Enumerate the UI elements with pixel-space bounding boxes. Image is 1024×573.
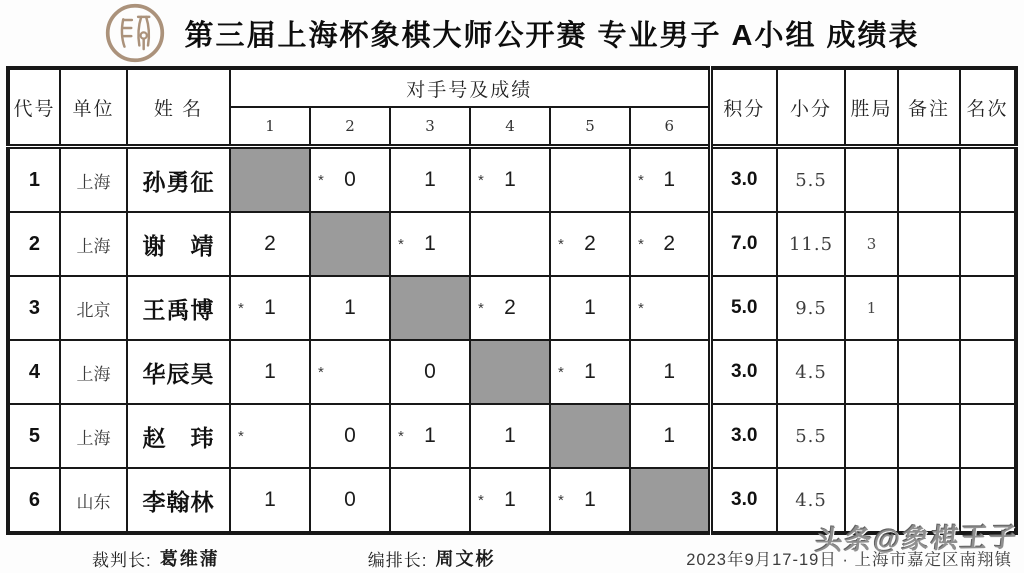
- game-result-cell: [550, 276, 630, 340]
- player-unit: 上海: [60, 340, 127, 404]
- game-result-cell: [470, 276, 550, 340]
- opponent-number-5: 5: [550, 107, 630, 147]
- referee-label: 裁判长:: [92, 550, 152, 570]
- player-points: 7.0: [710, 212, 777, 276]
- game-score: 0: [344, 488, 356, 511]
- opponent-number-1: 1: [230, 107, 310, 147]
- game-score: 1: [264, 296, 276, 319]
- player-remark: [898, 212, 960, 276]
- first-move-star: *: [397, 428, 404, 446]
- first-move-star: *: [317, 364, 324, 382]
- game-result-cell: [230, 147, 310, 213]
- game-result-cell: [310, 468, 390, 533]
- player-code: 2: [8, 212, 60, 276]
- column-header-unit: 单位: [60, 68, 127, 147]
- column-header-code: 代号: [8, 68, 60, 147]
- first-move-star: *: [237, 300, 244, 318]
- game-result-cell: [630, 468, 710, 533]
- game-result-cell: [550, 212, 630, 276]
- player-remark: [898, 276, 960, 340]
- column-header-wins: 胜局: [845, 68, 898, 147]
- player-code: 5: [8, 404, 60, 468]
- player-unit: 上海: [60, 212, 127, 276]
- game-result-cell: [310, 340, 390, 404]
- game-result-cell: [550, 340, 630, 404]
- game-result-cell: [310, 147, 390, 213]
- player-name: 谢 靖: [127, 212, 230, 276]
- game-score: 1: [424, 232, 436, 255]
- game-score: 1: [264, 488, 276, 511]
- game-score: 2: [584, 232, 596, 255]
- game-result-cell: [230, 276, 310, 340]
- player-rank: [960, 404, 1016, 468]
- player-points: 3.0: [710, 147, 777, 213]
- game-score: 2: [264, 232, 276, 255]
- opponent-number-3: 3: [390, 107, 470, 147]
- player-wins: 3: [845, 212, 898, 276]
- game-score: 1: [663, 168, 676, 191]
- player-wins: 1: [845, 276, 898, 340]
- player-name: 李翰林: [127, 468, 230, 533]
- game-result-cell: [310, 404, 390, 468]
- game-result-cell: [230, 468, 310, 533]
- referee-name: 葛维蒲: [159, 549, 220, 569]
- player-code: 4: [8, 340, 60, 404]
- game-score: 1: [424, 424, 436, 447]
- first-move-star: *: [637, 300, 644, 318]
- player-rank: [960, 340, 1016, 404]
- player-code: 6: [8, 468, 60, 533]
- player-tiebreak: 11.5: [777, 212, 845, 276]
- player-unit: 上海: [60, 404, 127, 468]
- table-row: [8, 340, 1016, 404]
- game-result-cell: [630, 340, 710, 404]
- first-move-star: *: [477, 492, 484, 510]
- player-name: 赵 玮: [127, 404, 230, 468]
- game-result-cell: [470, 212, 550, 276]
- date-location: 2023年9月17-19日 · 上海市嘉定区南翔镇: [686, 551, 1012, 569]
- game-result-cell: [470, 404, 550, 468]
- player-wins: [845, 404, 898, 468]
- opponent-number-2: 2: [310, 107, 390, 147]
- first-move-star: *: [557, 236, 564, 254]
- game-result-cell: [470, 340, 550, 404]
- first-move-star: *: [637, 236, 644, 254]
- game-score: 1: [504, 424, 516, 447]
- game-result-cell: [390, 276, 470, 340]
- player-unit: 上海: [60, 147, 127, 213]
- player-wins: [845, 340, 898, 404]
- game-score: 1: [584, 360, 596, 383]
- opponent-number-4: 4: [470, 107, 550, 147]
- first-move-star: *: [637, 172, 644, 190]
- first-move-star: *: [237, 428, 244, 446]
- tournament-seal-logo-icon: [104, 2, 166, 64]
- column-header-tiebreak: 小分: [777, 68, 845, 147]
- game-result-cell: [550, 468, 630, 533]
- game-result-cell: [470, 147, 550, 213]
- title-bar: [0, 0, 1024, 66]
- first-move-star: *: [477, 300, 484, 318]
- table-row: [8, 404, 1016, 468]
- player-name: 孙勇征: [127, 147, 230, 213]
- game-result-cell: [310, 276, 390, 340]
- game-result-cell: [470, 468, 550, 533]
- game-score: 1: [584, 296, 596, 319]
- game-result-cell: [390, 340, 470, 404]
- first-move-star: *: [557, 364, 564, 382]
- first-move-star: *: [317, 172, 324, 190]
- game-result-cell: [310, 212, 390, 276]
- player-name: 华辰昊: [127, 340, 230, 404]
- game-result-cell: [550, 404, 630, 468]
- player-points: 3.0: [710, 404, 777, 468]
- game-result-cell: [230, 212, 310, 276]
- game-score: 0: [344, 424, 356, 447]
- player-unit: 北京: [60, 276, 127, 340]
- game-result-cell: [630, 276, 710, 340]
- game-score: 1: [584, 488, 596, 511]
- opponent-number-6: 6: [630, 107, 710, 147]
- arranger-name: 周文彬: [435, 549, 496, 569]
- game-result-cell: [550, 147, 630, 213]
- game-score: 1: [424, 168, 436, 191]
- player-points: 5.0: [710, 276, 777, 340]
- column-header-remark: 备注: [898, 68, 960, 147]
- player-tiebreak: 5.5: [777, 147, 845, 213]
- player-tiebreak: 4.5: [777, 340, 845, 404]
- player-rank: [960, 147, 1016, 213]
- game-score: 2: [663, 232, 676, 255]
- game-result-cell: [630, 404, 710, 468]
- table-body: [8, 147, 1016, 534]
- column-header-rank: 名次: [960, 68, 1016, 147]
- player-wins: [845, 147, 898, 213]
- player-code: 3: [8, 276, 60, 340]
- column-header-opponents: 对手号及成绩: [230, 68, 710, 107]
- player-remark: [898, 147, 960, 213]
- game-score: 0: [344, 168, 356, 191]
- arranger-label: 编排长:: [367, 550, 428, 570]
- game-result-cell: [390, 468, 470, 533]
- player-tiebreak: 4.5: [777, 468, 845, 533]
- first-move-star: *: [397, 236, 404, 254]
- player-remark: [898, 340, 960, 404]
- player-code: 1: [8, 147, 60, 213]
- game-score: 1: [264, 360, 276, 383]
- table-row: [8, 212, 1016, 276]
- player-rank: [960, 212, 1016, 276]
- column-header-name: 姓 名: [127, 68, 230, 147]
- game-score: 1: [663, 360, 676, 383]
- player-points: 3.0: [710, 468, 777, 533]
- first-move-star: *: [477, 172, 484, 190]
- game-result-cell: [630, 212, 710, 276]
- game-result-cell: [390, 147, 470, 213]
- table-header: [8, 68, 1016, 147]
- game-score: 1: [504, 488, 516, 511]
- game-score: 1: [344, 296, 356, 319]
- column-header-points: 积分: [710, 68, 777, 147]
- player-remark: [898, 404, 960, 468]
- table-row: [8, 276, 1016, 340]
- game-result-cell: [390, 212, 470, 276]
- game-score: 0: [424, 360, 436, 383]
- game-score: 1: [663, 424, 676, 447]
- game-result-cell: [230, 340, 310, 404]
- game-result-cell: [390, 404, 470, 468]
- results-table: [6, 66, 1018, 535]
- first-move-star: *: [557, 492, 564, 510]
- player-name: 王禹博: [127, 276, 230, 340]
- game-score: 2: [504, 296, 516, 319]
- game-score: 1: [504, 168, 516, 191]
- game-result-cell: [230, 404, 310, 468]
- watermark: 头条@象棋王子: [813, 522, 1020, 556]
- table-row: [8, 147, 1016, 213]
- page-title: 第三届上海杯象棋大师公开赛 专业男子 A小组 成绩表: [184, 19, 920, 52]
- game-result-cell: [630, 147, 710, 213]
- player-tiebreak: 5.5: [777, 404, 845, 468]
- player-tiebreak: 9.5: [777, 276, 845, 340]
- player-rank: [960, 276, 1016, 340]
- player-points: 3.0: [710, 340, 777, 404]
- player-unit: 山东: [60, 468, 127, 533]
